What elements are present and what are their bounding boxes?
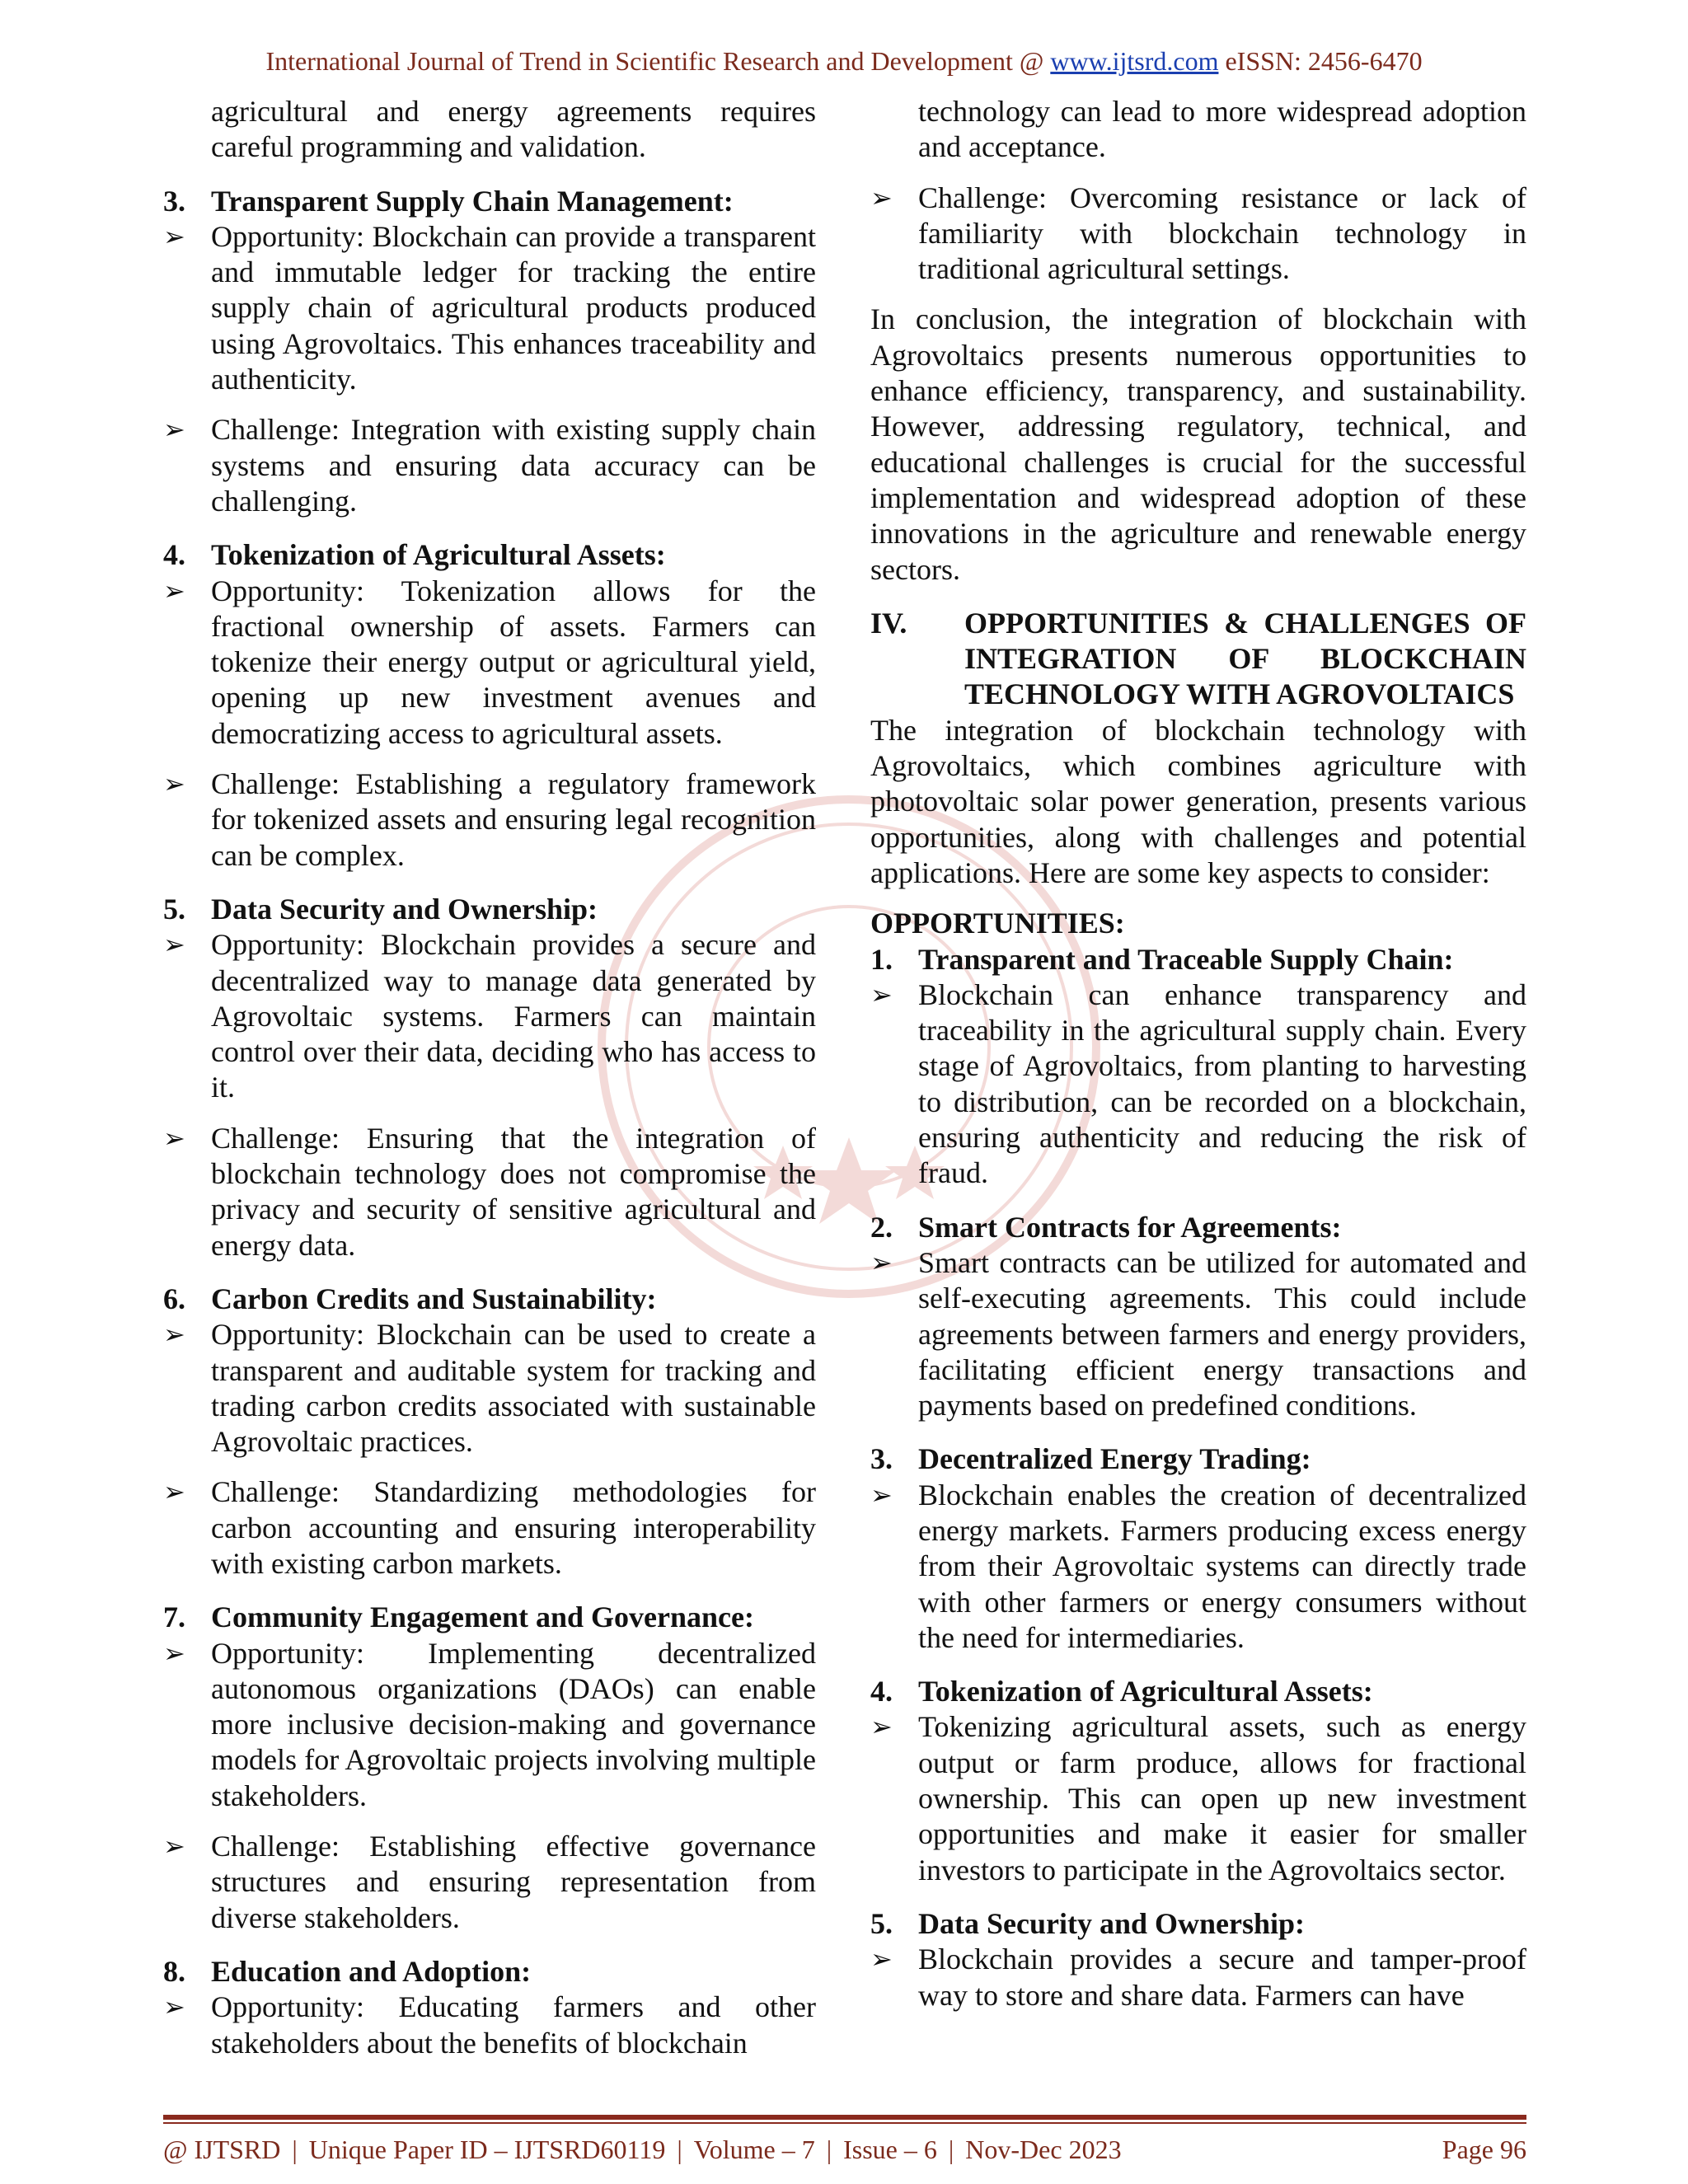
bullet-text: Blockchain provides a secure and tamper-proof way to store and share data. Farmers can have: [918, 1943, 1526, 2012]
item-number: 7.: [163, 1601, 185, 1634]
opportunity-bullet: [163, 574, 816, 752]
list-item: [870, 942, 1526, 1192]
footer-rule-thick: [163, 2115, 1526, 2120]
item-heading: [163, 537, 816, 573]
item-title: Smart Contracts for Agreements:: [918, 1210, 1342, 1244]
bullet-text: Challenge: Integration with existing supply chain systems and ensuring data accuracy can be challenging.: [211, 413, 816, 518]
arrow-bullet-icon: ➢: [870, 1944, 893, 1975]
bullet-text: Opportunity: Blockchain can be used to create a transparent and auditable system for tracking and trading carbon credits associated with sustainable Agrovoltaic practices.: [211, 1318, 816, 1459]
bullet-text: Tokenizing agricultural assets, such as energy output or farm produce, allows for fractional ownership. This can open up new investment opportunities and make it easier for smaller investors to participate in the Agrovoltaics sector.: [918, 1710, 1526, 1886]
item-title: Transparent Supply Chain Management:: [211, 184, 734, 218]
item-heading: [870, 1441, 1526, 1477]
item-heading: [870, 1210, 1526, 1245]
opportunity-bullet: [163, 1636, 816, 1814]
footer-rule-thin: [163, 2122, 1526, 2124]
section-intro-paragraph: The integration of blockchain technology with Agrovoltaics, which combines agriculture with photovoltaic solar power generation, presents various opportunities, along with challenges and potential applications. Here are some key aspects to consider:: [870, 713, 1526, 889]
list-item: [870, 1906, 1526, 2013]
challenge-bullet: [163, 1121, 816, 1263]
list-item: [163, 1600, 816, 1936]
list-item: [163, 537, 816, 874]
item-title: Tokenization of Agricultural Assets:: [918, 1675, 1373, 1708]
item-number: 1.: [870, 942, 893, 976]
running-header: [0, 45, 1688, 77]
item-number: 4.: [870, 1675, 893, 1708]
item-title: Transparent and Traceable Supply Chain:: [918, 942, 1454, 976]
item-number: 4.: [163, 538, 185, 572]
page-number: Page 96: [1442, 2135, 1526, 2164]
section-title: OPPORTUNITIES & CHALLENGES OF INTEGRATION OF BLOCKCHAIN TECHNOLOGY WITH AGROVOLTAICS: [964, 606, 1526, 711]
bullet-text: Smart contracts can be utilized for automated and self-executing agreements. This could include agreements between farmers and energy providers, facilitating efficient energy transactions and payments based on predefined conditions.: [918, 1245, 1526, 1422]
item-heading: [163, 184, 816, 219]
item-title: Data Security and Ownership:: [918, 1906, 1306, 1940]
challenge-bullet: [870, 180, 1526, 288]
challenge-bullet: [163, 1829, 816, 1936]
bullet-text: Opportunity: Blockchain can provide a transparent and immutable ledger for tracking the entire supply chain of agricultural products produced using Agrovoltaics. This enhances traceability and authenticity.: [211, 219, 816, 396]
arrow-bullet-icon: ➢: [163, 1122, 185, 1153]
bullet-text: Challenge: Establishing a regulatory framework for tokenized assets and ensuring legal recognition can be complex.: [211, 767, 816, 872]
list-item: [163, 892, 816, 1263]
continued-bullet-text: technology can lead to more widespread adoption and acceptance.: [918, 95, 1526, 164]
footer-date: Nov-Dec 2023: [965, 2135, 1122, 2164]
bullet-text: Challenge: Overcoming resistance or lack of familiarity with blockchain technology in traditional agricultural settings.: [918, 180, 1526, 286]
arrow-bullet-icon: ➢: [163, 930, 185, 960]
challenge-bullet: [163, 1474, 816, 1582]
item-title: Data Security and Ownership:: [211, 892, 598, 926]
item-number: 3.: [870, 1442, 893, 1476]
bullet-text: Challenge: Establishing effective governance structures and ensuring representation from diverse stakeholders.: [211, 1830, 816, 1934]
list-item: [163, 1282, 816, 1582]
arrow-bullet-icon: ➢: [163, 415, 185, 445]
arrow-bullet-icon: ➢: [163, 575, 185, 606]
header-issn-text: eISSN: 2456-6470: [1218, 46, 1423, 76]
arrow-bullet-icon: ➢: [870, 1247, 893, 1277]
item-heading: [870, 1906, 1526, 1942]
footer-divider: |: [948, 2135, 954, 2164]
bullet-text: Challenge: Ensuring that the integration of blockchain technology does not compromise the privacy and security of sensitive agricultural and energy data.: [211, 1121, 816, 1262]
opportunity-bullet: [163, 1990, 816, 2061]
bullet-point: [870, 1942, 1526, 2013]
item-title: Carbon Credits and Sustainability:: [211, 1282, 657, 1315]
opportunity-bullet: [163, 1317, 816, 1460]
left-intro-paragraph: agricultural and energy agreements requires careful programming and validation.: [211, 95, 816, 164]
item-heading: [163, 1282, 816, 1317]
list-item: [870, 1674, 1526, 1888]
opportunity-bullet: [163, 219, 816, 397]
page-footer: [163, 2131, 1526, 2168]
item-number: 5.: [870, 1906, 893, 1940]
item-number: 3.: [163, 184, 185, 218]
footer-divider: |: [292, 2135, 298, 2164]
header-journal-text: International Journal of Trend in Scientific Research and Development @: [265, 46, 1051, 76]
bullet-text: Blockchain enables the creation of decentralized energy markets. Farmers producing excess energy from their Agrovoltaic systems can directly trade with other farmers or energy consumers without the need for intermediaries.: [918, 1478, 1526, 1654]
bullet-text: Challenge: Standardizing methodologies for carbon accounting and ensuring interoperability with existing carbon markets.: [211, 1475, 816, 1580]
left-column: [163, 94, 816, 2061]
conclusion-paragraph: In conclusion, the integration of blockchain with Agrovoltaics presents numerous opportunities to enhance efficiency, transparency, and sustainability. However, addressing regulatory, technical, and educational challenges is crucial for the successful implementation and widespread adoption of these innovations in the agriculture and renewable energy sectors.: [870, 302, 1526, 586]
item-number: 8.: [163, 1954, 185, 1988]
arrow-bullet-icon: ➢: [163, 1638, 185, 1668]
arrow-bullet-icon: ➢: [163, 1992, 185, 2022]
list-item: [163, 1954, 816, 2061]
footer-divider: |: [826, 2135, 832, 2164]
bullet-point: [870, 1478, 1526, 1656]
list-item: [163, 184, 816, 520]
item-title: Education and Adoption:: [211, 1954, 532, 1988]
item-number: 5.: [163, 892, 185, 926]
bullet-text: Opportunity: Implementing decentralized autonomous organizations (DAOs) can enable more inclusive decision-making and governance models for Agrovoltaic projects involving multiple stakeholders.: [211, 1636, 816, 1812]
arrow-bullet-icon: ➢: [163, 769, 185, 799]
item-heading: [163, 1954, 816, 1990]
challenge-bullet: [163, 766, 816, 874]
arrow-bullet-icon: ➢: [163, 1477, 185, 1507]
item-number: 6.: [163, 1282, 185, 1315]
item-number: 2.: [870, 1210, 893, 1244]
footer-issue: Issue – 6: [843, 2135, 937, 2164]
challenge-bullet: [163, 412, 816, 519]
item-heading: [163, 1600, 816, 1635]
arrow-bullet-icon: ➢: [163, 221, 185, 251]
list-item: [870, 1441, 1526, 1656]
item-heading: [163, 892, 816, 927]
item-heading: [870, 942, 1526, 977]
item-title: Decentralized Energy Trading:: [918, 1442, 1311, 1476]
arrow-bullet-icon: ➢: [163, 1831, 185, 1862]
list-item: [870, 1210, 1526, 1424]
bullet-text: Blockchain can enhance transparency and traceability in the agricultural supply chain. Every stage of Agrovoltaics, from planting to harvesting to distribution, can be recorded on a blockchain, ensuring authenticity and reducing the risk of fraud.: [918, 977, 1526, 1190]
bullet-text: Opportunity: Tokenization allows for the fractional ownership of assets. Farmers can tokenize their energy output or agricultural yield, opening up new investment avenues and democratizing access to agricultural assets.: [211, 574, 816, 750]
item-title: Tokenization of Agricultural Assets:: [211, 538, 666, 572]
section-number: IV.: [870, 606, 907, 640]
arrow-bullet-icon: ➢: [870, 979, 893, 1010]
opportunity-bullet: [163, 927, 816, 1105]
footer-paper-id: Unique Paper ID – IJTSRD60119: [308, 2135, 666, 2164]
arrow-bullet-icon: ➢: [870, 1479, 893, 1510]
footer-journal: @ IJTSRD: [163, 2135, 281, 2164]
footer-info: [163, 2131, 1122, 2168]
bullet-point: [870, 1245, 1526, 1423]
arrow-bullet-icon: ➢: [870, 182, 893, 213]
item-title: Community Engagement and Governance:: [211, 1601, 754, 1634]
bullet-text: Opportunity: Blockchain provides a secure and decentralized way to manage data generated by Agrovoltaic systems. Farmers can maintain control over their data, deciding who has access to it.: [211, 928, 816, 1104]
arrow-bullet-icon: ➢: [870, 1712, 893, 1742]
footer-volume: Volume – 7: [693, 2135, 815, 2164]
bullet-text: Opportunity: Educating farmers and other stakeholders about the benefits of blockchain: [211, 1990, 816, 2060]
item-heading: [870, 1674, 1526, 1709]
bullet-point: [870, 977, 1526, 1192]
footer-divider: |: [677, 2135, 682, 2164]
journal-website-link[interactable]: www.ijtsrd.com: [1050, 46, 1219, 76]
arrow-bullet-icon: ➢: [163, 1319, 185, 1350]
section-heading: [870, 606, 1526, 713]
bullet-point: [870, 1709, 1526, 1887]
right-column: [870, 94, 1526, 2013]
opportunities-label: OPPORTUNITIES:: [870, 907, 1125, 940]
